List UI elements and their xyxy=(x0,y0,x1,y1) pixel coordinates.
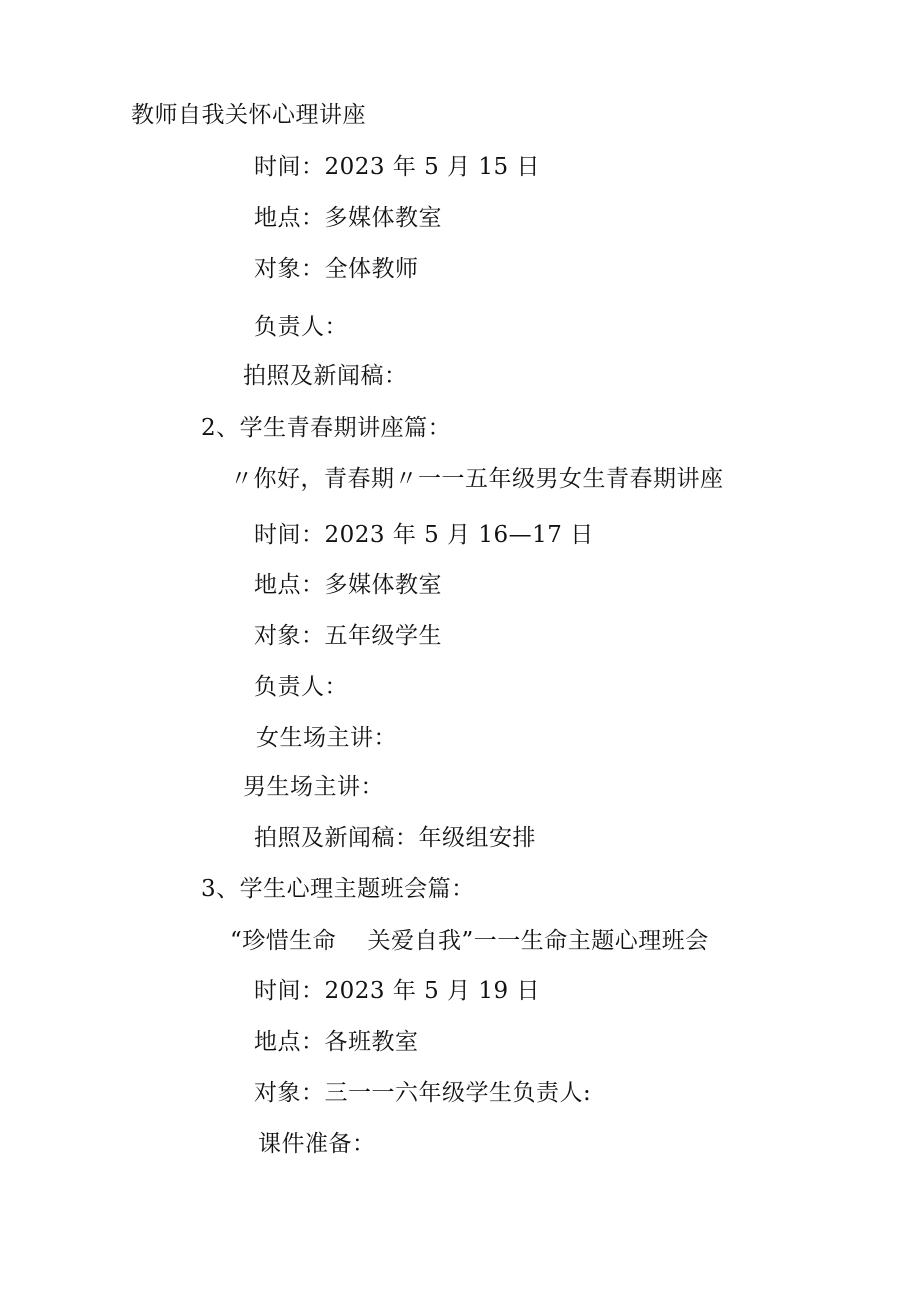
section2-boys-speaker: 男生场主讲： xyxy=(243,774,384,800)
section3-heading: 3、学生心理主题班会篇： xyxy=(201,876,475,902)
section2-owner: 负责人： xyxy=(254,674,348,700)
section1-photo: 拍照及新闻稿： xyxy=(243,363,408,389)
section2-photo: 拍照及新闻稿：年级组安排 xyxy=(254,825,536,851)
section2-place: 地点：多媒体教室 xyxy=(254,572,442,598)
section3-title: “珍惜生命 关爱自我”一一生命主题心理班会 xyxy=(230,928,709,954)
section2-time: 时间：2023 年 5 月 16—17 日 xyxy=(254,522,594,548)
section3-place: 地点：各班教室 xyxy=(254,1029,419,1055)
section2-girls-speaker: 女生场主讲： xyxy=(256,725,397,751)
section1-time: 时间：2023 年 5 月 15 日 xyxy=(254,154,540,180)
section1-title: 教师自我关怀心理讲座 xyxy=(131,102,366,128)
section3-time: 时间：2023 年 5 月 19 日 xyxy=(254,978,540,1004)
section1-audience: 对象：全体教师 xyxy=(254,256,419,282)
section2-title: 〃你好，青春期〃一一五年级男女生青春期讲座 xyxy=(230,466,724,492)
section3-courseware: 课件准备： xyxy=(258,1131,376,1157)
section3-audience: 对象：三一一六年级学生负责人: xyxy=(254,1080,592,1106)
section2-heading: 2、学生青春期讲座篇： xyxy=(201,415,452,441)
section1-place: 地点：多媒体教室 xyxy=(254,205,442,231)
section2-audience: 对象：五年级学生 xyxy=(254,623,442,649)
section1-owner: 负责人： xyxy=(254,314,348,340)
